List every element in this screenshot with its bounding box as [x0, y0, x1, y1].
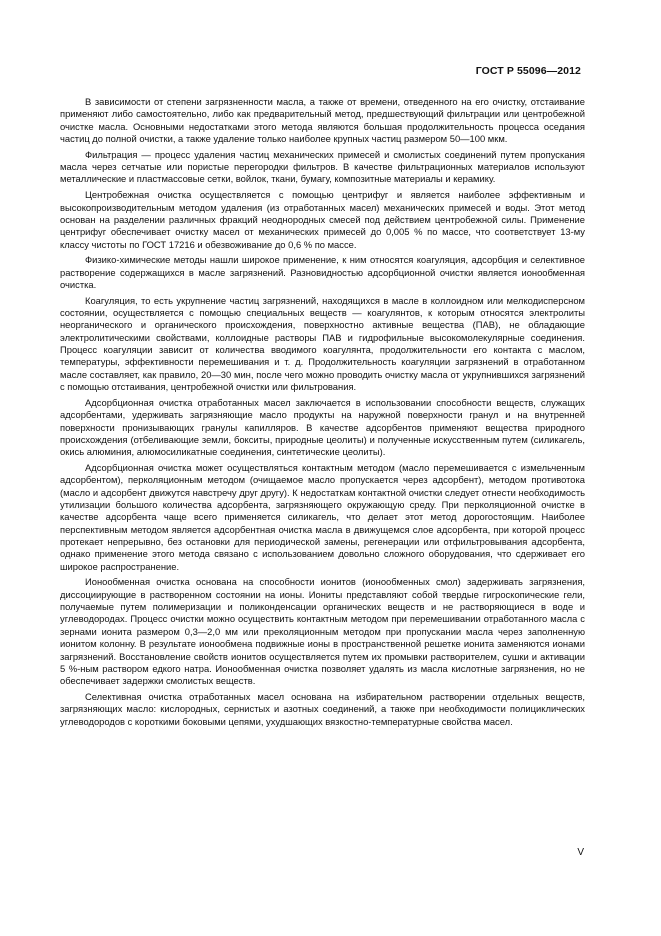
paragraph-physchem: Физико-химические методы нашли широкое применение, к ним относятся коагуляция, адсорбция и селективное растворение содержащихся в масле загрязнений. Разновидностью адсорбционной очистки является ионообменная очистка.: [60, 254, 585, 290]
paragraph-filtration: Фильтрация — процесс удаления частиц механических примесей и смолистых соединений путем пропускания масла через сетчатые или пористые перегородки фильтров. В качестве фильтрационных материалов используют металлические и пластмассовые сетки, войлок, ткани, бумагу, композитные материалы и керамику.: [60, 148, 585, 185]
paragraph-selective: Селективная очистка отработанных масел основана на избирательном растворении отдельных веществ, загрязняющих масло: кислородных, сернистых и азотных соединений, а также при необходимости полициклических углеводородов с короткими боковыми цепями, ухудшающих вязкостно-температурные свойства масел.: [60, 690, 585, 727]
paragraph-ion-exchange: Ионообменная очистка основана на способности ионитов (ионообменных смол) задерживать загрязнения, диссоциирующие в растворенном состоянии на ионы. Иониты представляют собой твердые гигроскопические гели, получаемые путем полимеризации и поликонденсации органических веществ и не растворяющиеся в воде и углеводородах. Процесс очистки можно осуществить контактным методом при перемешивании отработанного масла с зернами ионита размером 0,3—2,0 мм или преколяционным методом при пропускании масла через заполненную ионитом колонну. В результате ионообмена подвижные ионы в пространственной решетке ионита заменяются ионами загрязнений. Восстановление свойств ионитов осуществляется путем их промывки растворителем, сушки и активации 5 %-ным раствором едкого натра. Ионообменная очистка позволяет удалять из масла кислотные загрязнения, но не обеспечивает задержки смолистых веществ.: [60, 576, 585, 687]
paragraph-coagulation: Коагуляция, то есть укрупнение частиц загрязнений, находящихся в масле в коллоидном или мелкодисперсном состоянии, осуществляется с помощью специальных веществ — коагулянтов, к которым относятся электролиты неорганического и органического происхождения, поверхностно активные вещества (ПАВ), не обладающие электролитическими свойствами, коллоидные растворы ПАВ и гидрофильные высокомолекулярные соединения. Процесс коагуляции зависит от количества вводимого коагулянта, продолжительности его контакта с маслом, температуры, эффективности перемешивания и т. д. Продолжительность коагуляции загрязнений в отработанном масле составляет, как правило, 20—30 мин, после чего можно проводить очистку масла от укрупнившихся загрязнений с помощью отстаивания, центробежной очистки или фильтрования.: [60, 294, 585, 393]
document-body: [60, 96, 585, 731]
paragraph-adsorption: Адсорбционная очистка отработанных масел заключается в использовании способности веществ, служащих адсорбентами, удерживать загрязняющие масло продукты на наружной поверхности гранул и на внутренней поверхности пронизывающих гранулы капилляров. В качестве адсорбентов применяют вещества природного происхождения (отбеливающие земли, бокситы, природные цеолиты) и полученные искусственным путем (силикагель, окись алюминия, алюмосиликатные соединения, синтетические цеолиты).: [60, 396, 585, 458]
paragraph-centrifugal: Центробежная очистка осуществляется с помощью центрифуг и является наиболее эффективным и высокопроизводительным методом удаления (из отработанных масел) механических примесей и воды. Этот метод основан на разделении различных фракций неоднородных смесей под действием центробежной силы. Применение центрифуг обеспечивает очистку масел от механических примесей до 0,005 % по массе, что соответствует 13-му классу чистоты по ГОСТ 17216 и обезвоживание до 0,6 % по массе.: [60, 189, 585, 250]
paragraph-settling: В зависимости от степени загрязненности масла, а также от времени, отведенного на его очистку, отстаивание применяют либо самостоятельно, либо как предварительный метод, предшествующий фильтрации или центробежной очистке масла. Основными недостатками этого метода являются большая продолжительность процесса оседания частиц до полной очистки, а также удаление только наиболее крупных частиц размером 50—100 мкм.: [60, 96, 585, 145]
page-number: V: [577, 847, 584, 858]
document-header: ГОСТ Р 55096—2012: [475, 65, 581, 77]
paragraph-adsorption-methods: Адсорбционная очистка может осуществляться контактным методом (масло перемешивается с измельченным адсорбентом), перколяционным методом (очищаемое масло пропускается через адсорбент), методом противотока (масло и адсорбент движутся навстречу друг другу). К недостаткам контактной очистки следует отнести необходимость утилизации большого количества адсорбента, загрязняющего окружающую среду. При перколяционной очистке в качестве адсорбента чаще всего применяется силикагель, что делает этот метод дорогостоящим. Наиболее перспективным методом является адсорбентная очистка масла в движущемся слое адсорбента, при которой процесс протекает непрерывно, без остановки для периодической замены, регенерации или отфильтровывания адсорбента, однако применение этого метода связано с использованием довольно сложного оборудования, что сдерживает его широкое распространение.: [60, 461, 585, 572]
